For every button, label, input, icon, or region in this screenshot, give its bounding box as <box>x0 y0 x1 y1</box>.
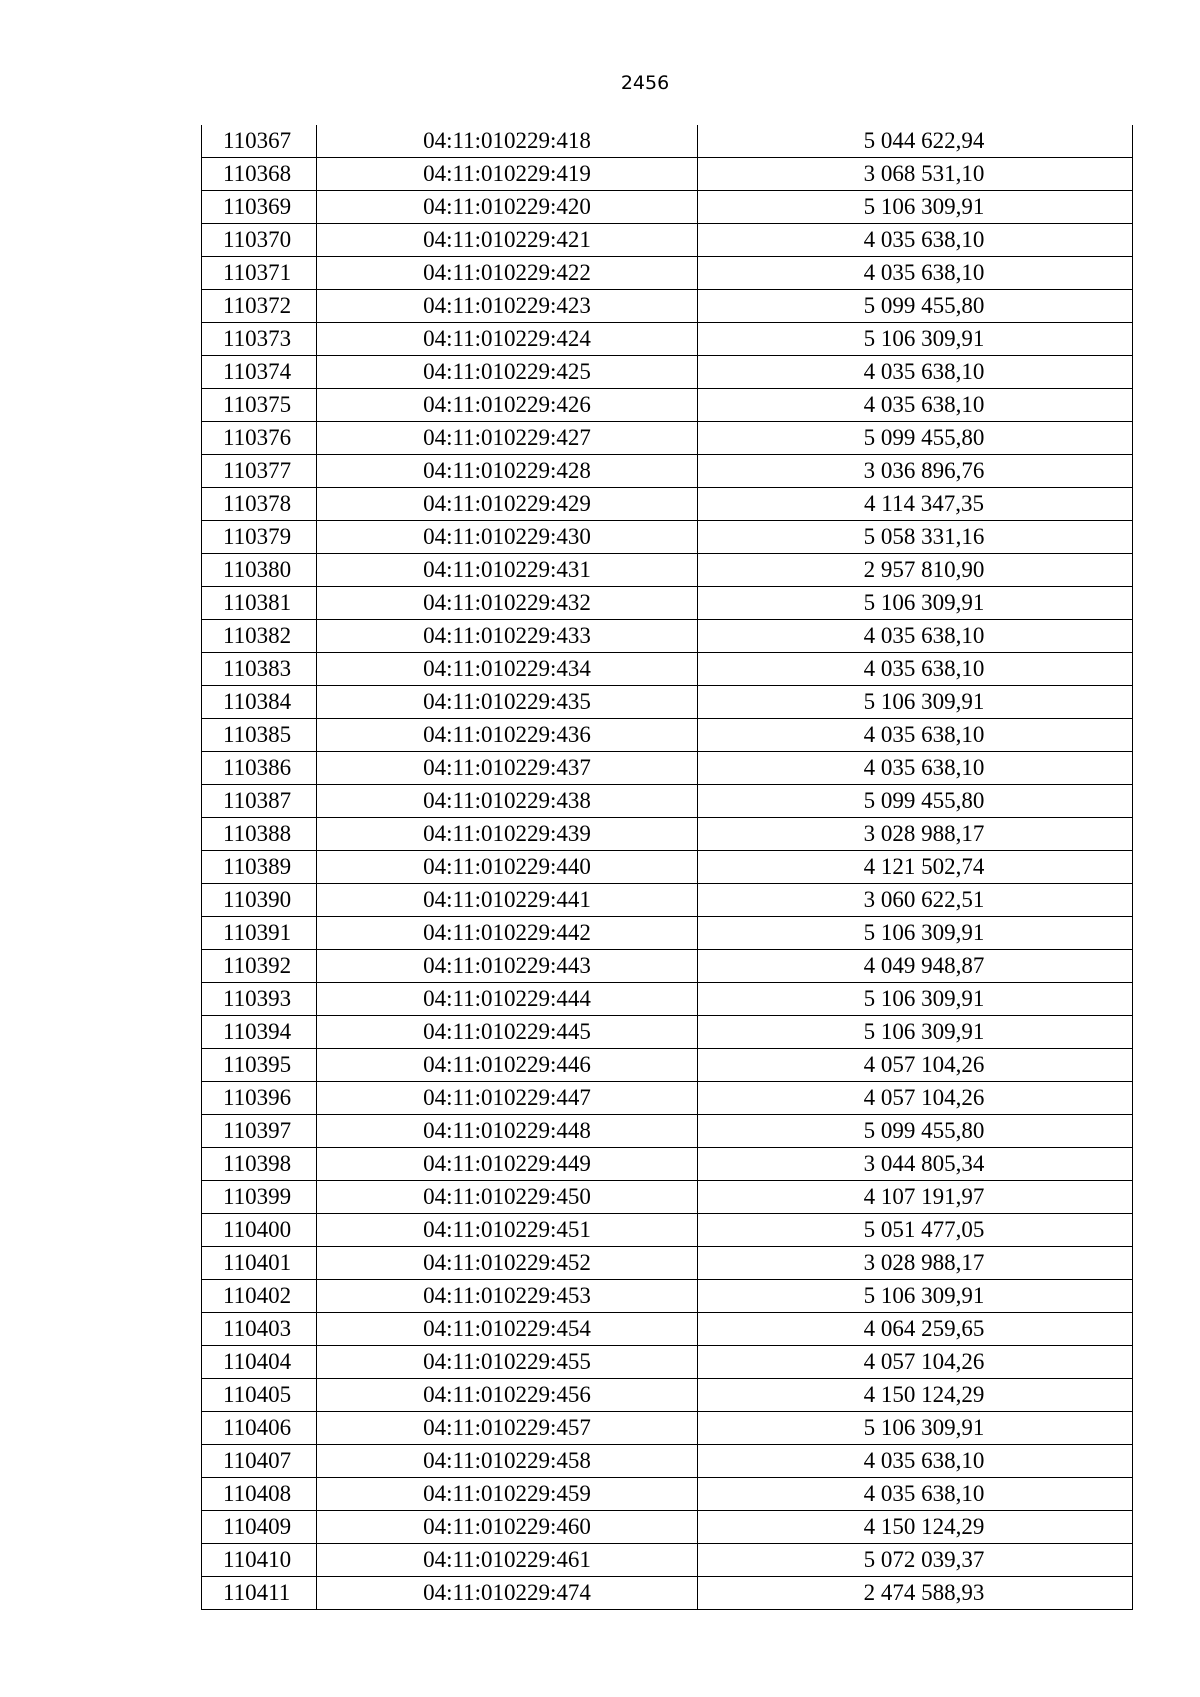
value-cell: 4 035 638,10 <box>698 620 1133 653</box>
value-cell: 2 957 810,90 <box>698 554 1133 587</box>
cadastral-number-cell: 04:11:010229:420 <box>317 191 698 224</box>
row-number-cell: 110405 <box>202 1379 317 1412</box>
cadastral-number-cell: 04:11:010229:426 <box>317 389 698 422</box>
row-number-cell: 110400 <box>202 1214 317 1247</box>
row-number-cell: 110391 <box>202 917 317 950</box>
table-row <box>202 785 1133 818</box>
value-cell: 4 107 191,97 <box>698 1181 1133 1214</box>
cadastral-number-cell: 04:11:010229:443 <box>317 950 698 983</box>
row-number-cell: 110398 <box>202 1148 317 1181</box>
value-cell: 5 099 455,80 <box>698 785 1133 818</box>
row-number-cell: 110382 <box>202 620 317 653</box>
table-row <box>202 1577 1133 1610</box>
value-cell: 5 106 309,91 <box>698 587 1133 620</box>
value-cell: 3 028 988,17 <box>698 1247 1133 1280</box>
row-number-cell: 110369 <box>202 191 317 224</box>
value-cell: 5 106 309,91 <box>698 1280 1133 1313</box>
value-cell: 5 106 309,91 <box>698 983 1133 1016</box>
value-cell: 5 051 477,05 <box>698 1214 1133 1247</box>
cadastral-number-cell: 04:11:010229:421 <box>317 224 698 257</box>
cadastral-number-cell: 04:11:010229:451 <box>317 1214 698 1247</box>
table-row <box>202 257 1133 290</box>
cadastral-number-cell: 04:11:010229:459 <box>317 1478 698 1511</box>
row-number-cell: 110384 <box>202 686 317 719</box>
row-number-cell: 110368 <box>202 158 317 191</box>
value-cell: 5 099 455,80 <box>698 1115 1133 1148</box>
cadastral-number-cell: 04:11:010229:460 <box>317 1511 698 1544</box>
table-row <box>202 983 1133 1016</box>
value-cell: 4 035 638,10 <box>698 719 1133 752</box>
row-number-cell: 110378 <box>202 488 317 521</box>
table-row <box>202 1379 1133 1412</box>
table-row <box>202 554 1133 587</box>
value-cell: 4 064 259,65 <box>698 1313 1133 1346</box>
cadastral-number-cell: 04:11:010229:449 <box>317 1148 698 1181</box>
table-row <box>202 917 1133 950</box>
value-cell: 5 099 455,80 <box>698 422 1133 455</box>
table-row <box>202 950 1133 983</box>
cadastral-number-cell: 04:11:010229:474 <box>317 1577 698 1610</box>
value-cell: 5 072 039,37 <box>698 1544 1133 1577</box>
value-cell: 4 035 638,10 <box>698 224 1133 257</box>
row-number-cell: 110407 <box>202 1445 317 1478</box>
value-cell: 3 028 988,17 <box>698 818 1133 851</box>
table-row <box>202 587 1133 620</box>
value-cell: 4 049 948,87 <box>698 950 1133 983</box>
row-number-cell: 110380 <box>202 554 317 587</box>
value-cell: 4 121 502,74 <box>698 851 1133 884</box>
row-number-cell: 110402 <box>202 1280 317 1313</box>
table-row <box>202 488 1133 521</box>
value-cell: 5 106 309,91 <box>698 1412 1133 1445</box>
row-number-cell: 110377 <box>202 455 317 488</box>
row-number-cell: 110387 <box>202 785 317 818</box>
value-cell: 4 035 638,10 <box>698 1478 1133 1511</box>
row-number-cell: 110395 <box>202 1049 317 1082</box>
page-number: 2456 <box>620 72 670 94</box>
table-row <box>202 1313 1133 1346</box>
table-row <box>202 356 1133 389</box>
value-cell: 3 044 805,34 <box>698 1148 1133 1181</box>
table-row <box>202 1445 1133 1478</box>
table-row <box>202 1412 1133 1445</box>
cadastral-number-cell: 04:11:010229:452 <box>317 1247 698 1280</box>
cadastral-number-cell: 04:11:010229:434 <box>317 653 698 686</box>
row-number-cell: 110371 <box>202 257 317 290</box>
value-cell: 5 106 309,91 <box>698 917 1133 950</box>
value-cell: 5 106 309,91 <box>698 323 1133 356</box>
row-number-cell: 110401 <box>202 1247 317 1280</box>
table-row <box>202 884 1133 917</box>
value-cell: 5 044 622,94 <box>698 125 1133 158</box>
table-row <box>202 851 1133 884</box>
row-number-cell: 110396 <box>202 1082 317 1115</box>
cadastral-number-cell: 04:11:010229:455 <box>317 1346 698 1379</box>
table-row <box>202 290 1133 323</box>
value-cell: 4 035 638,10 <box>698 356 1133 389</box>
cadastral-number-cell: 04:11:010229:436 <box>317 719 698 752</box>
row-number-cell: 110390 <box>202 884 317 917</box>
table-row <box>202 653 1133 686</box>
value-cell: 4 035 638,10 <box>698 257 1133 290</box>
row-number-cell: 110406 <box>202 1412 317 1445</box>
table-row <box>202 455 1133 488</box>
table-row <box>202 686 1133 719</box>
value-cell: 4 057 104,26 <box>698 1049 1133 1082</box>
table-row <box>202 1082 1133 1115</box>
row-number-cell: 110393 <box>202 983 317 1016</box>
value-cell: 4 057 104,26 <box>698 1082 1133 1115</box>
table-row <box>202 224 1133 257</box>
cadastral-number-cell: 04:11:010229:461 <box>317 1544 698 1577</box>
cadastral-number-cell: 04:11:010229:439 <box>317 818 698 851</box>
cadastral-number-cell: 04:11:010229:427 <box>317 422 698 455</box>
cadastral-number-cell: 04:11:010229:442 <box>317 917 698 950</box>
table-row <box>202 323 1133 356</box>
cadastral-number-cell: 04:11:010229:458 <box>317 1445 698 1478</box>
table-row <box>202 1214 1133 1247</box>
row-number-cell: 110399 <box>202 1181 317 1214</box>
cadastral-number-cell: 04:11:010229:429 <box>317 488 698 521</box>
value-cell: 4 114 347,35 <box>698 488 1133 521</box>
table-row <box>202 1346 1133 1379</box>
row-number-cell: 110408 <box>202 1478 317 1511</box>
cadastral-number-cell: 04:11:010229:447 <box>317 1082 698 1115</box>
table-row <box>202 1016 1133 1049</box>
row-number-cell: 110379 <box>202 521 317 554</box>
table-row <box>202 818 1133 851</box>
row-number-cell: 110392 <box>202 950 317 983</box>
cadastral-number-cell: 04:11:010229:438 <box>317 785 698 818</box>
cadastral-number-cell: 04:11:010229:424 <box>317 323 698 356</box>
row-number-cell: 110386 <box>202 752 317 785</box>
cadastral-number-cell: 04:11:010229:454 <box>317 1313 698 1346</box>
table-row <box>202 1478 1133 1511</box>
cadastral-number-cell: 04:11:010229:450 <box>317 1181 698 1214</box>
table-row <box>202 752 1133 785</box>
cadastral-number-cell: 04:11:010229:428 <box>317 455 698 488</box>
cadastral-number-cell: 04:11:010229:441 <box>317 884 698 917</box>
cadastral-number-cell: 04:11:010229:430 <box>317 521 698 554</box>
table-row <box>202 1544 1133 1577</box>
data-table <box>201 125 1133 1610</box>
cadastral-number-cell: 04:11:010229:446 <box>317 1049 698 1082</box>
row-number-cell: 110373 <box>202 323 317 356</box>
value-cell: 5 058 331,16 <box>698 521 1133 554</box>
value-cell: 4 150 124,29 <box>698 1511 1133 1544</box>
cadastral-number-cell: 04:11:010229:425 <box>317 356 698 389</box>
row-number-cell: 110372 <box>202 290 317 323</box>
row-number-cell: 110397 <box>202 1115 317 1148</box>
value-cell: 5 099 455,80 <box>698 290 1133 323</box>
cadastral-number-cell: 04:11:010229:456 <box>317 1379 698 1412</box>
table-row <box>202 1247 1133 1280</box>
row-number-cell: 110410 <box>202 1544 317 1577</box>
table-row <box>202 191 1133 224</box>
table-row <box>202 389 1133 422</box>
cadastral-number-cell: 04:11:010229:432 <box>317 587 698 620</box>
row-number-cell: 110394 <box>202 1016 317 1049</box>
table-row <box>202 1280 1133 1313</box>
row-number-cell: 110383 <box>202 653 317 686</box>
table-row <box>202 521 1133 554</box>
table-row <box>202 1049 1133 1082</box>
row-number-cell: 110389 <box>202 851 317 884</box>
cadastral-number-cell: 04:11:010229:419 <box>317 158 698 191</box>
row-number-cell: 110404 <box>202 1346 317 1379</box>
cadastral-number-cell: 04:11:010229:445 <box>317 1016 698 1049</box>
value-cell: 3 068 531,10 <box>698 158 1133 191</box>
value-cell: 5 106 309,91 <box>698 1016 1133 1049</box>
row-number-cell: 110381 <box>202 587 317 620</box>
row-number-cell: 110375 <box>202 389 317 422</box>
value-cell: 3 036 896,76 <box>698 455 1133 488</box>
value-cell: 4 035 638,10 <box>698 752 1133 785</box>
table-row <box>202 1115 1133 1148</box>
value-cell: 4 035 638,10 <box>698 653 1133 686</box>
table-row <box>202 1148 1133 1181</box>
cadastral-number-cell: 04:11:010229:422 <box>317 257 698 290</box>
row-number-cell: 110374 <box>202 356 317 389</box>
row-number-cell: 110385 <box>202 719 317 752</box>
cadastral-number-cell: 04:11:010229:437 <box>317 752 698 785</box>
table-row <box>202 158 1133 191</box>
row-number-cell: 110411 <box>202 1577 317 1610</box>
cadastral-number-cell: 04:11:010229:423 <box>317 290 698 323</box>
value-cell: 3 060 622,51 <box>698 884 1133 917</box>
value-cell: 4 035 638,10 <box>698 389 1133 422</box>
cadastral-number-cell: 04:11:010229:444 <box>317 983 698 1016</box>
cadastral-number-cell: 04:11:010229:435 <box>317 686 698 719</box>
cadastral-number-cell: 04:11:010229:431 <box>317 554 698 587</box>
table-row <box>202 422 1133 455</box>
table-row <box>202 1511 1133 1544</box>
value-cell: 4 150 124,29 <box>698 1379 1133 1412</box>
row-number-cell: 110388 <box>202 818 317 851</box>
cadastral-number-cell: 04:11:010229:440 <box>317 851 698 884</box>
table-row <box>202 125 1133 158</box>
row-number-cell: 110367 <box>202 125 317 158</box>
cadastral-number-cell: 04:11:010229:457 <box>317 1412 698 1445</box>
cadastral-number-cell: 04:11:010229:453 <box>317 1280 698 1313</box>
table-row <box>202 719 1133 752</box>
cadastral-number-cell: 04:11:010229:433 <box>317 620 698 653</box>
cadastral-number-cell: 04:11:010229:418 <box>317 125 698 158</box>
value-cell: 4 035 638,10 <box>698 1445 1133 1478</box>
row-number-cell: 110409 <box>202 1511 317 1544</box>
value-cell: 2 474 588,93 <box>698 1577 1133 1610</box>
table-body <box>202 125 1133 1610</box>
cadastral-number-cell: 04:11:010229:448 <box>317 1115 698 1148</box>
row-number-cell: 110403 <box>202 1313 317 1346</box>
table-row <box>202 1181 1133 1214</box>
table-row <box>202 620 1133 653</box>
row-number-cell: 110370 <box>202 224 317 257</box>
row-number-cell: 110376 <box>202 422 317 455</box>
value-cell: 5 106 309,91 <box>698 191 1133 224</box>
value-cell: 4 057 104,26 <box>698 1346 1133 1379</box>
value-cell: 5 106 309,91 <box>698 686 1133 719</box>
